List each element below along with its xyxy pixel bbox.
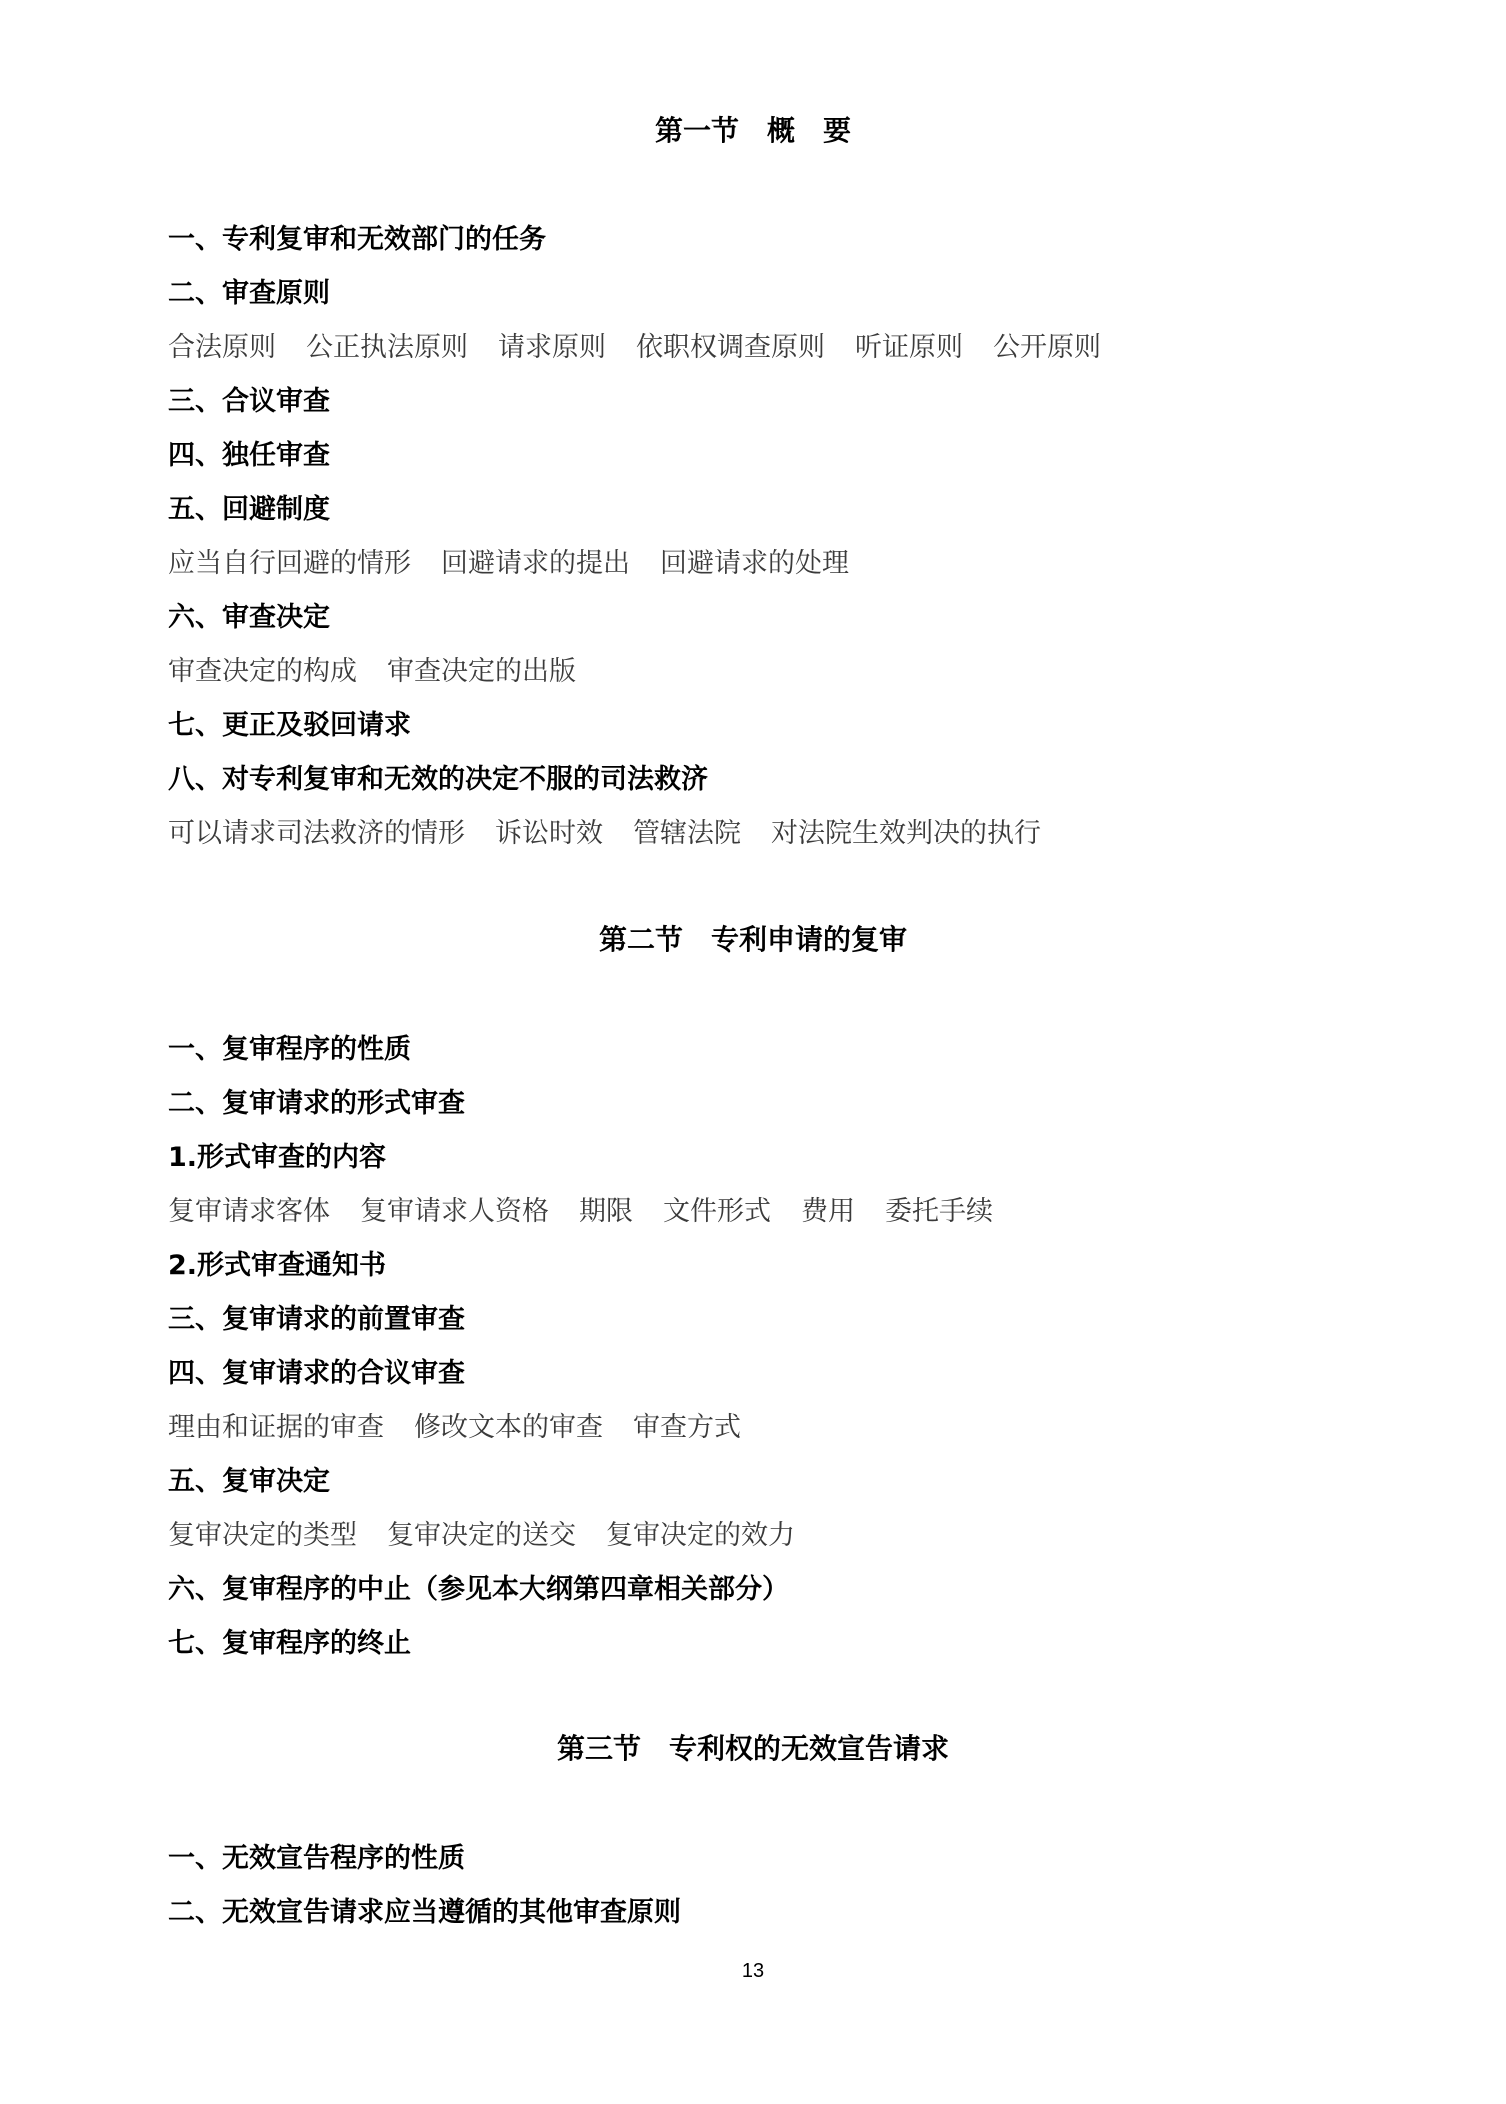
heading: 2.形式审查通知书 (168, 1250, 387, 1281)
list-item: 对法院生效判决的执行 (771, 818, 1041, 849)
heading: 八、对专利复审和无效的决定不服的司法救济 (168, 764, 708, 795)
heading: 三、合议审查 (168, 386, 330, 417)
list-item: 审查决定的构成 (168, 656, 357, 687)
list-item: 管辖法院 (633, 818, 741, 849)
list-item: 诉讼时效 (495, 818, 603, 849)
section-title: 第一节 概 要 (654, 114, 851, 147)
item-line (168, 654, 576, 690)
item-line (168, 330, 1101, 366)
section-title: 第三节 专利权的无效宣告请求 (556, 1732, 949, 1765)
heading: 四、复审请求的合议审查 (168, 1358, 465, 1389)
heading: 二、复审请求的形式审查 (168, 1088, 465, 1119)
list-item: 理由和证据的审查 (168, 1412, 384, 1443)
item-line (168, 1194, 993, 1230)
heading: 四、独任审查 (168, 440, 330, 471)
item-line (168, 546, 849, 582)
list-item: 回避请求的处理 (660, 548, 849, 579)
list-item: 请求原则 (498, 332, 606, 363)
list-item: 复审决定的送交 (387, 1520, 576, 1551)
section-title: 第二节 专利申请的复审 (598, 923, 907, 956)
list-item: 费用 (801, 1196, 855, 1227)
heading: 一、无效宣告程序的性质 (168, 1843, 465, 1874)
heading: 七、更正及驳回请求 (168, 710, 411, 741)
list-item: 公开原则 (993, 332, 1101, 363)
list-item: 复审决定的类型 (168, 1520, 357, 1551)
list-item: 应当自行回避的情形 (168, 548, 411, 579)
list-item: 审查方式 (633, 1412, 741, 1443)
heading: 五、复审决定 (168, 1466, 330, 1497)
heading: 五、回避制度 (168, 494, 330, 525)
heading: 七、复审程序的终止 (168, 1628, 411, 1659)
heading: 一、专利复审和无效部门的任务 (168, 224, 546, 255)
list-item: 合法原则 (168, 332, 276, 363)
page-number: 13 (741, 1960, 765, 1982)
heading: 一、复审程序的性质 (168, 1034, 411, 1065)
heading: 六、复审程序的中止（参见本大纲第四章相关部分） (168, 1574, 789, 1605)
item-line (168, 1410, 741, 1446)
list-item: 复审请求人资格 (360, 1196, 549, 1227)
heading: 1.形式审查的内容 (168, 1142, 387, 1173)
list-item: 可以请求司法救济的情形 (168, 818, 465, 849)
list-item: 听证原则 (855, 332, 963, 363)
list-item: 依职权调查原则 (636, 332, 825, 363)
heading: 六、审查决定 (168, 602, 330, 633)
list-item: 委托手续 (885, 1196, 993, 1227)
list-item: 文件形式 (663, 1196, 771, 1227)
item-line (168, 1518, 795, 1554)
list-item: 复审请求客体 (168, 1196, 330, 1227)
heading: 二、审查原则 (168, 278, 330, 309)
heading: 三、复审请求的前置审查 (168, 1304, 465, 1335)
list-item: 审查决定的出版 (387, 656, 576, 687)
list-item: 修改文本的审查 (414, 1412, 603, 1443)
list-item: 复审决定的效力 (606, 1520, 795, 1551)
list-item: 公正执法原则 (306, 332, 468, 363)
list-item: 期限 (579, 1196, 633, 1227)
item-line (168, 816, 1041, 852)
heading: 二、无效宣告请求应当遵循的其他审查原则 (168, 1897, 681, 1928)
list-item: 回避请求的提出 (441, 548, 630, 579)
